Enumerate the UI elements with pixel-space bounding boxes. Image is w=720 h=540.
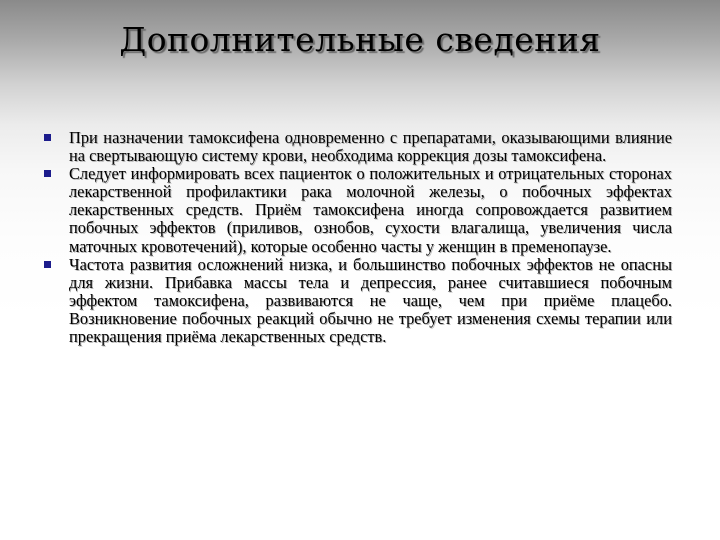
bullet-text-1: При назначении тамоксифена одновременно с препаратами, оказывающими влияние на свертывающую систему крови, необходима коррекция дозы тамоксифена. xyxy=(69,128,672,166)
bullet-item-1 xyxy=(44,129,672,165)
square-bullet-icon xyxy=(44,261,51,268)
square-bullet-icon xyxy=(44,134,51,141)
bullet-item-3 xyxy=(44,256,672,346)
bullet-text-3: Частота развития осложнений низка, и большинство побочных эффектов не опасны для жизни. Прибавка массы тела и депрессия, ранее считавшиеся побочным эффектом тамоксифена, развиваются не чаще, чем при приёме плацебо. Возникновение побочных реакций обычно не требует изменения схемы терапии или прекращения приёма лекарственных средств. xyxy=(69,254,672,347)
square-bullet-icon xyxy=(44,170,51,177)
bullet-list xyxy=(44,129,672,346)
bullet-item-2 xyxy=(44,165,672,255)
slide-title: Дополнительные сведения xyxy=(119,20,601,59)
bullet-text-2: Следует информировать всех пациенток о положительных и отрицательных сторонах лекарственной профилактики рака молочной железы, о побочных эффектах лекарственных средств. Приём тамоксифена иногда сопровождается развитием побочных эффектов (приливов, ознобов, сухости влагалища, увеличения числа маточных кровотечений), которые особенно часты у женщин в пременопаузе. xyxy=(69,164,672,256)
